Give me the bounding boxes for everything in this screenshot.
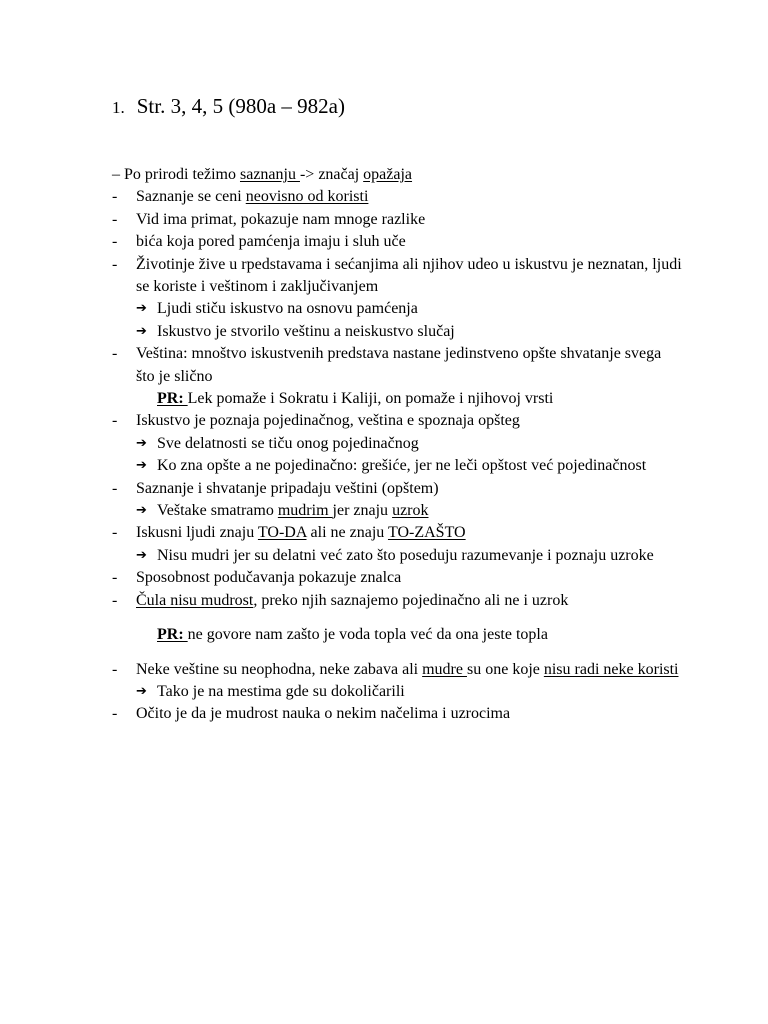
bullet-text: Sposobnost podučavanja pokazuje znalca — [136, 569, 402, 587]
dash-bullet: - — [112, 705, 118, 723]
dash-bullet: - — [112, 660, 118, 678]
arrow-item — [112, 455, 682, 477]
intro-underline-1: saznanju — [239, 166, 300, 183]
underlined-phrase: neovisno od koristi — [245, 188, 369, 206]
bullet-item: - Čula nisu mudrost, preko njih saznajemo pojedinačno ali ne i uzrok — [112, 590, 682, 612]
dash-bullet: - — [112, 569, 118, 587]
example-label: PR: — [157, 390, 188, 408]
dash-bullet: - — [112, 412, 118, 430]
dash-bullet: - — [112, 233, 118, 251]
arrow-item — [112, 433, 682, 455]
bullet-text: bića koja pored pamćenja imaju i sluh uče — [136, 233, 406, 251]
arrow-text: Nisu mudri jer su delatni već zato što poseduju razumevanje i poznaju uzroke — [157, 546, 654, 564]
bullet-text: Veština: mnoštvo iskustvenih predstava nastane jedinstveno opšte shvatanje svega što je slično — [136, 345, 662, 385]
bullet-item — [112, 231, 682, 253]
bullet-text: Vid ima primat, pokazuje nam mnoge razlike — [136, 210, 426, 228]
bullet-item — [112, 567, 682, 589]
example-text: ne govore nam zašto je voda topla već da ona jeste topla — [187, 626, 548, 644]
right-arrow-icon: ➔ — [136, 458, 147, 474]
intro-text-1: – Po prirodi težimo — [112, 166, 240, 183]
bullet-text: Očito je da je mudrost nauka o nekim načelima i uzrocima — [136, 705, 511, 723]
arrow-item — [112, 321, 682, 343]
bullet-text: Saznanje i shvatanje pripadaju veštini (opštem) — [136, 479, 439, 497]
bullet-item — [112, 209, 682, 231]
right-arrow-icon: ➔ — [136, 435, 147, 451]
underlined-phrase: TO-DA — [257, 524, 307, 542]
underlined-phrase: uzrok — [392, 502, 429, 520]
bullet-item — [112, 410, 682, 432]
right-arrow-icon: ➔ — [136, 323, 147, 339]
bullet-item: - Neke veštine su neophodna, neke zabava ali mudre su one koje nisu radi neke koristi — [112, 659, 682, 681]
arrow-item — [112, 298, 682, 320]
bullet-item — [112, 254, 682, 299]
underlined-phrase: mudre — [422, 660, 467, 678]
bullet-item: - Saznanje se ceni neovisno od koristi — [112, 186, 682, 208]
arrow-item — [112, 681, 682, 703]
heading-number: 1. — [112, 98, 125, 117]
intro-text-2: -> značaj — [299, 166, 364, 183]
right-arrow-icon: ➔ — [136, 503, 147, 519]
underlined-phrase: nisu radi neke koristi — [543, 660, 679, 678]
intro-underline-2: opažaja — [363, 166, 413, 183]
bullet-item: - Iskusni ljudi znaju TO-DA ali ne znaju TO-ZAŠTO — [112, 522, 682, 544]
dash-bullet: - — [112, 210, 118, 228]
dash-bullet: - — [112, 524, 118, 542]
dash-bullet: - — [112, 255, 118, 273]
right-arrow-icon: ➔ — [136, 301, 147, 317]
arrow-text: Sve delatnosti se tiču onog pojedinačnog — [157, 434, 419, 452]
bullet-text: Životinje žive u rpedstavama i sećanjima ali njihov udeo u iskustvu je neznatan, ljudi se koriste i veštinom i zaključivanjem — [136, 255, 682, 296]
underlined-phrase: Čula nisu mudrost — [136, 591, 254, 609]
arrow-item — [112, 545, 682, 567]
bullet-item — [112, 703, 682, 725]
example-line — [112, 624, 682, 646]
section-heading — [112, 94, 345, 119]
heading-text: Str. 3, 4, 5 (980a – 982a) — [136, 94, 345, 118]
example-text: Lek pomaže i Sokratu i Kaliji, on pomaže i njihovoj vrsti — [187, 390, 554, 408]
arrow-text: Ljudi stiču iskustvo na osnovu pamćenja — [157, 300, 418, 318]
dash-bullet: - — [112, 591, 118, 609]
arrow-item: ➔ Veštake smatramo mudrim jer znaju uzrok — [112, 500, 682, 522]
dash-bullet: - — [112, 479, 118, 497]
right-arrow-icon: ➔ — [136, 547, 147, 563]
right-arrow-icon: ➔ — [136, 683, 147, 699]
bullet-item — [112, 343, 682, 388]
bullet-item — [112, 478, 682, 500]
underlined-phrase: TO-ZAŠTO — [387, 524, 466, 542]
example-label: PR: — [157, 626, 188, 644]
arrow-text: Ko zna opšte a ne pojedinačno: grešiće, jer ne leči opštost već pojedinačnost — [157, 457, 647, 475]
notes-body — [112, 164, 682, 726]
dash-bullet: - — [112, 345, 118, 363]
intro-line — [112, 164, 682, 186]
dash-bullet: - — [112, 188, 118, 206]
example-line — [112, 388, 682, 410]
arrow-text: Tako je na mestima gde su dokoličarili — [157, 682, 405, 700]
arrow-text: Iskustvo je stvorilo veštinu a neiskustvo slučaj — [157, 322, 455, 340]
bullet-text: Iskustvo je poznaja pojedinačnog, veština e spoznaja opšteg — [136, 412, 520, 430]
underlined-phrase: mudrim — [277, 502, 333, 520]
